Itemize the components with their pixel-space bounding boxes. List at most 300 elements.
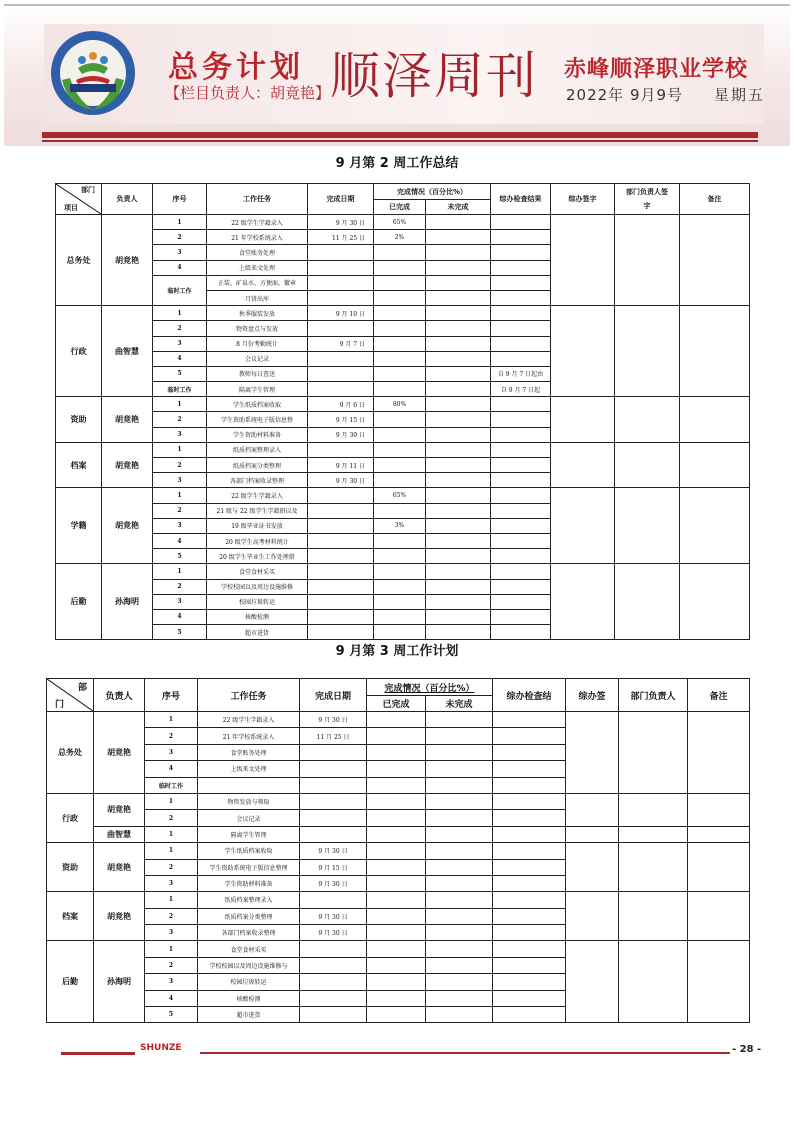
check-cell (491, 245, 551, 260)
done-cell (374, 533, 426, 548)
done-cell (374, 458, 426, 473)
check-cell (491, 458, 551, 473)
seq-cell: 1 (145, 941, 198, 957)
note-cell (680, 215, 750, 306)
header-due: 完成日期 (308, 184, 374, 215)
task-cell: 超市进货 (207, 625, 308, 640)
task-cell: 上级来文处理 (198, 761, 300, 777)
task-cell: 21 年学校系统录入 (198, 728, 300, 744)
dept-sign-cell (619, 892, 688, 941)
done-cell (367, 925, 426, 941)
dept-sign-cell (615, 215, 680, 306)
note-cell (680, 442, 750, 488)
dept-sign-cell (619, 843, 688, 892)
task-cell: 会议记录 (198, 810, 300, 826)
due-cell: 9 月 30 日 (308, 427, 374, 442)
undone-cell (426, 366, 491, 381)
done-cell (367, 810, 426, 826)
check-cell (493, 712, 566, 728)
done-cell: 3% (374, 518, 426, 533)
owner-cell: 孙海明 (102, 564, 153, 640)
due-cell (300, 974, 367, 990)
undone-cell (426, 728, 493, 744)
undone-cell (426, 397, 491, 412)
task-cell: 学生纸质档案收取 (198, 843, 300, 859)
check-cell (491, 609, 551, 624)
done-cell (367, 1007, 426, 1023)
dept-sign-cell (619, 793, 688, 826)
due-cell (308, 442, 374, 457)
check-cell (491, 397, 551, 412)
check-cell (493, 777, 566, 793)
header-rule-thick (42, 132, 758, 138)
undone-cell (426, 382, 491, 397)
dept-sign-cell (615, 442, 680, 488)
seq-cell: 2 (153, 230, 207, 245)
header-dept-sign: 部门负责人签字 (615, 184, 680, 215)
check-cell (493, 810, 566, 826)
undone-cell (426, 609, 491, 624)
check-cell (493, 728, 566, 744)
summary-table-body (56, 215, 750, 640)
done-cell (374, 366, 426, 381)
undone-cell (426, 275, 491, 290)
done-cell: 65% (374, 215, 426, 230)
due-cell (308, 382, 374, 397)
due-cell: 9 月 30 日 (300, 908, 367, 924)
seq-cell: 3 (145, 875, 198, 891)
seq-cell: 4 (153, 260, 207, 275)
due-cell: 9 月 30 日 (300, 843, 367, 859)
check-cell (491, 533, 551, 548)
check-cell (491, 275, 551, 290)
undone-cell (426, 215, 491, 230)
dept-sign-cell (615, 306, 680, 397)
dept-cell: 学籍 (56, 488, 102, 564)
check-cell (491, 306, 551, 321)
table-row (56, 215, 750, 230)
task-cell: 食堂食材采买 (207, 564, 308, 579)
office-sign-cell (551, 215, 615, 306)
seq-cell: 3 (145, 744, 198, 760)
seq-cell: 5 (153, 549, 207, 564)
done-cell (367, 859, 426, 875)
seq-cell: 2 (153, 503, 207, 518)
undone-cell (426, 518, 491, 533)
task-cell: 纸质档案整理录入 (198, 892, 300, 908)
due-cell: 9 月 15 日 (300, 859, 367, 875)
check-cell (491, 518, 551, 533)
check-cell (493, 744, 566, 760)
footer-brand: SHUNZE (140, 1043, 182, 1053)
seq-cell: 5 (153, 366, 207, 381)
done-cell (367, 761, 426, 777)
due-cell (308, 564, 374, 579)
note-cell (688, 826, 750, 842)
check-cell (493, 892, 566, 908)
dept-cell: 行政 (47, 793, 94, 842)
due-cell (308, 488, 374, 503)
header-dept: 部门 (81, 186, 95, 194)
summary-title: 9 月第 2 周工作总结 (335, 156, 459, 171)
task-cell (198, 777, 300, 793)
done-cell (374, 594, 426, 609)
check-cell (493, 859, 566, 875)
seq-cell: 2 (145, 810, 198, 826)
table-row (56, 488, 750, 503)
due-cell (308, 245, 374, 260)
task-cell: 20 级学生高考材料统计 (207, 533, 308, 548)
dept-cell: 后勤 (56, 564, 102, 640)
plan-header-office-sign: 综办签 (566, 679, 619, 712)
due-cell: 9 月 30 日 (300, 875, 367, 891)
done-cell (374, 549, 426, 564)
check-cell (493, 843, 566, 859)
header-check: 综办检查结果 (491, 184, 551, 215)
check-cell (493, 908, 566, 924)
due-cell: 11 月 25 日 (308, 230, 374, 245)
seq-cell: 2 (153, 579, 207, 594)
task-cell: 各部门档案收录整理 (198, 925, 300, 941)
undone-cell (426, 875, 493, 891)
undone-cell (426, 957, 493, 973)
seq-cell: 2 (153, 321, 207, 336)
task-cell: 教师每日查送 (207, 366, 308, 381)
undone-cell (426, 230, 491, 245)
due-cell (300, 793, 367, 809)
seq-cell: 1 (153, 215, 207, 230)
office-sign-cell (551, 306, 615, 397)
done-cell (374, 564, 426, 579)
task-cell: 食堂食材采买 (198, 941, 300, 957)
check-cell (491, 427, 551, 442)
note-cell (688, 843, 750, 892)
task-cell: 学生资助系统电子版信息整理 (198, 859, 300, 875)
header-undone: 未完成 (426, 200, 491, 215)
owner-cell: 胡竟艳 (94, 843, 145, 892)
check-cell: 自 9 月 7 日起 (491, 382, 551, 397)
office-sign-cell (551, 397, 615, 443)
done-cell (367, 908, 426, 924)
check-cell (493, 793, 566, 809)
plan-header-dept-item (47, 679, 94, 712)
due-cell (308, 579, 374, 594)
done-cell (374, 442, 426, 457)
due-cell: 9 月 6 日 (308, 397, 374, 412)
check-cell (491, 564, 551, 579)
undone-cell (426, 974, 493, 990)
seq-cell: 2 (145, 908, 198, 924)
plan-header-progress: 完成情况（百分比%） (367, 679, 493, 696)
task-cell: 纸质档案分类整理 (207, 458, 308, 473)
due-cell: 9 月 11 日 (308, 458, 374, 473)
done-cell (367, 843, 426, 859)
office-sign-cell (566, 712, 619, 794)
plan-header-done: 已完成 (367, 696, 426, 712)
seq-cell: 3 (153, 594, 207, 609)
task-cell: 食堂账务处理 (207, 245, 308, 260)
check-cell (491, 215, 551, 230)
done-cell (367, 793, 426, 809)
due-cell (300, 892, 367, 908)
due-cell (300, 957, 367, 973)
done-cell (374, 382, 426, 397)
task-cell: 正装、矿泉水、方便面、徽章 (207, 275, 308, 290)
dept-cell: 总务处 (47, 712, 94, 794)
task-cell: 食堂账务处理 (198, 744, 300, 760)
page-number: - 28 - (732, 1044, 762, 1055)
due-cell (308, 351, 374, 366)
due-cell (308, 594, 374, 609)
check-cell (491, 594, 551, 609)
header-done: 已完成 (374, 200, 426, 215)
check-cell (491, 336, 551, 351)
undone-cell (426, 761, 493, 777)
table-row (47, 793, 750, 809)
plan-header-undone: 未完成 (426, 696, 493, 712)
seq-cell: 2 (153, 412, 207, 427)
check-cell (491, 321, 551, 336)
check-cell (491, 442, 551, 457)
check-cell (493, 826, 566, 842)
note-cell (680, 306, 750, 397)
plan-header-task: 工作任务 (198, 679, 300, 712)
seq-cell: 4 (145, 990, 198, 1006)
seq-cell: 4 (153, 609, 207, 624)
undone-cell (426, 336, 491, 351)
undone-cell (426, 473, 491, 488)
dept-sign-cell (615, 564, 680, 640)
plan-table-body (47, 712, 750, 1023)
summary-table (55, 183, 750, 640)
note-cell (680, 564, 750, 640)
check-cell (491, 290, 551, 305)
task-cell: 物资盘点与发放 (207, 321, 308, 336)
undone-cell (426, 564, 491, 579)
task-cell: 学校校园以及周边设施维修 (207, 579, 308, 594)
task-cell: 校园垃圾转运 (198, 974, 300, 990)
dept-cell: 资助 (47, 843, 94, 892)
undone-cell (426, 744, 493, 760)
seq-cell: 3 (145, 974, 198, 990)
done-cell (374, 427, 426, 442)
undone-cell (426, 412, 491, 427)
plan-title: 9 月第 3 周工作计划 (335, 644, 459, 659)
task-cell: 8 月份考勤统计 (207, 336, 308, 351)
done-cell (374, 260, 426, 275)
task-cell: 22 级学生学籍录入 (207, 215, 308, 230)
dept-cell: 档案 (47, 892, 94, 941)
task-cell: 核酸检测 (198, 990, 300, 1006)
issue-weekday: 星期五 (714, 86, 766, 104)
task-cell: 22 级学生学籍录入 (207, 488, 308, 503)
due-cell (300, 810, 367, 826)
due-cell: 9 月 30 日 (300, 925, 367, 941)
dept-sign-cell (615, 397, 680, 443)
undone-cell (426, 458, 491, 473)
done-cell (374, 275, 426, 290)
done-cell (367, 744, 426, 760)
task-cell: 学生资助系统电子版信息整 (207, 412, 308, 427)
header-note: 备注 (680, 184, 750, 215)
task-cell: 21 年学校系统录入 (207, 230, 308, 245)
header-seq: 序号 (153, 184, 207, 215)
header-item: 项目 (64, 204, 78, 212)
office-sign-cell (551, 442, 615, 488)
office-sign-cell (551, 564, 615, 640)
check-cell (493, 990, 566, 1006)
done-cell (367, 957, 426, 973)
undone-cell (426, 990, 493, 1006)
due-cell (308, 533, 374, 548)
due-cell (308, 518, 374, 533)
note-cell (680, 488, 750, 564)
done-cell (374, 245, 426, 260)
school-name: 赤峰顺泽职业学校 (564, 57, 749, 82)
undone-cell (426, 442, 491, 457)
seq-cell: 1 (153, 442, 207, 457)
task-cell: 会议记录 (207, 351, 308, 366)
done-cell (367, 826, 426, 842)
due-cell (308, 609, 374, 624)
due-cell (300, 744, 367, 760)
done-cell (367, 974, 426, 990)
done-cell (367, 941, 426, 957)
seq-cell: 临时工作 (153, 382, 207, 397)
undone-cell (426, 859, 493, 875)
done-cell (374, 503, 426, 518)
task-cell: 月饼出库 (207, 290, 308, 305)
header-dept-item (56, 184, 102, 215)
task-cell: 21 级与 22 级学生学籍册以及 (207, 503, 308, 518)
seq-cell: 5 (153, 625, 207, 640)
due-cell (300, 941, 367, 957)
seq-cell: 1 (145, 712, 198, 728)
plan-header-dept-sign: 部门负责人 (619, 679, 688, 712)
task-cell: 秋季服装发放 (207, 306, 308, 321)
check-cell (493, 957, 566, 973)
task-cell: 校园垃圾转运 (207, 594, 308, 609)
due-cell: 9 月 15 日 (308, 412, 374, 427)
seq-cell: 3 (153, 336, 207, 351)
seq-cell: 3 (153, 427, 207, 442)
table-row (47, 712, 750, 728)
check-cell: 自 9 月 7 日起由 (491, 366, 551, 381)
office-sign-cell (566, 793, 619, 826)
column-title: 总务计划 (168, 50, 304, 85)
undone-cell (426, 908, 493, 924)
check-cell (493, 1007, 566, 1023)
owner-cell: 胡竟艳 (94, 892, 145, 941)
due-cell (308, 625, 374, 640)
seq-cell: 1 (145, 843, 198, 859)
done-cell (374, 336, 426, 351)
done-cell (367, 728, 426, 744)
due-cell (308, 290, 374, 305)
undone-cell (426, 306, 491, 321)
task-cell: 纸质档案整理录入 (207, 442, 308, 457)
check-cell (491, 473, 551, 488)
undone-cell (426, 843, 493, 859)
check-cell (493, 925, 566, 941)
check-cell (491, 488, 551, 503)
seq-cell: 1 (153, 306, 207, 321)
done-cell (374, 290, 426, 305)
done-cell (374, 609, 426, 624)
school-logo-icon (48, 28, 138, 118)
note-cell (688, 793, 750, 826)
check-cell (491, 549, 551, 564)
check-cell (493, 941, 566, 957)
due-cell (300, 761, 367, 777)
office-sign-cell (566, 843, 619, 892)
dept-cell: 行政 (56, 306, 102, 397)
undone-cell (426, 533, 491, 548)
done-cell (374, 351, 426, 366)
due-cell (300, 1007, 367, 1023)
table-row (56, 306, 750, 321)
check-cell (491, 579, 551, 594)
seq-cell: 临时工作 (153, 275, 207, 305)
office-sign-cell (566, 941, 619, 1023)
due-cell (308, 260, 374, 275)
undone-cell (426, 625, 491, 640)
done-cell (367, 990, 426, 1006)
table-row (47, 892, 750, 908)
note-cell (688, 892, 750, 941)
table-row (47, 843, 750, 859)
check-cell (491, 351, 551, 366)
seq-cell: 1 (145, 892, 198, 908)
owner-cell: 曲智慧 (94, 826, 145, 842)
seq-cell: 2 (153, 458, 207, 473)
note-cell (680, 397, 750, 443)
undone-cell (426, 260, 491, 275)
due-cell (308, 321, 374, 336)
undone-cell (426, 826, 493, 842)
owner-cell: 胡竟艳 (94, 712, 145, 794)
seq-cell: 3 (153, 473, 207, 488)
seq-cell: 2 (145, 728, 198, 744)
note-cell (688, 712, 750, 794)
dept-cell: 总务处 (56, 215, 102, 306)
due-cell: 11 月 25 日 (300, 728, 367, 744)
dept-cell: 后勤 (47, 941, 94, 1023)
undone-cell (426, 925, 493, 941)
due-cell: 9 月 7 日 (308, 336, 374, 351)
office-sign-cell (551, 488, 615, 564)
table-row (47, 826, 750, 842)
footer-rule-left (61, 1052, 135, 1055)
office-sign-cell (566, 892, 619, 941)
check-cell (493, 974, 566, 990)
seq-cell: 1 (145, 793, 198, 809)
seq-cell: 1 (153, 488, 207, 503)
seq-cell: 4 (145, 761, 198, 777)
done-cell (374, 579, 426, 594)
note-cell (688, 941, 750, 1023)
due-cell (300, 826, 367, 842)
due-cell (300, 990, 367, 1006)
task-cell: 各部门档案收录整理 (207, 473, 308, 488)
due-cell: 9 月 30 日 (308, 215, 374, 230)
seq-cell: 2 (145, 957, 198, 973)
undone-cell (426, 488, 491, 503)
table-row (56, 564, 750, 579)
seq-cell: 4 (153, 351, 207, 366)
check-cell (491, 503, 551, 518)
plan-table (46, 678, 750, 1023)
